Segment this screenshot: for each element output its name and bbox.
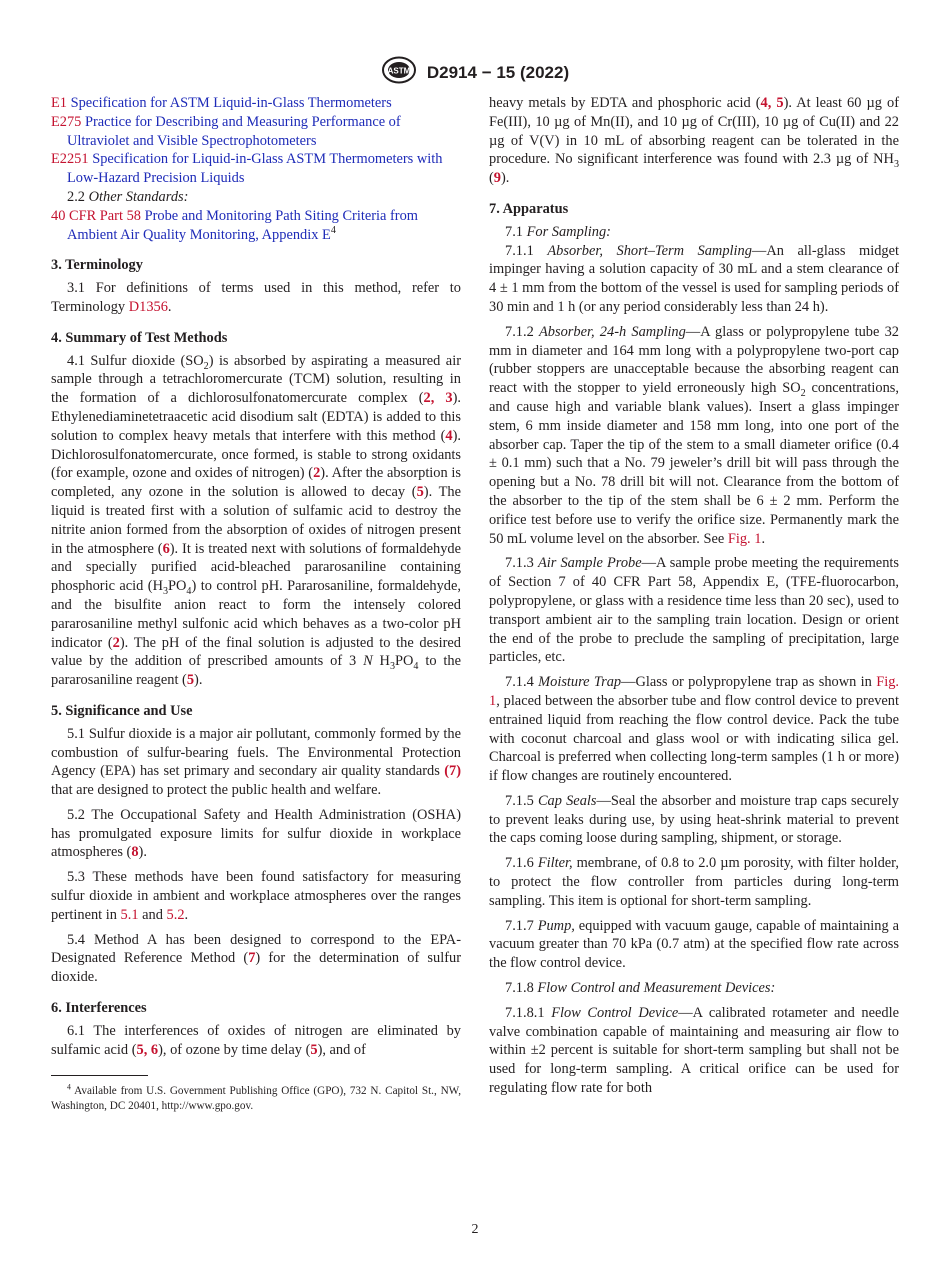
document-designation: D2914 − 15 (2022) xyxy=(426,62,570,82)
reference-e275 xyxy=(51,113,461,151)
paragraph-5-1: 5.1 Sulfur dioxide is a major air pollutant, commonly formed by the combustion of sulfur-bearing fuels. The Environmental Protection Agency (EPA) has set primary and secondary air quality standards (7) that are designed to protect the public health and welfare. xyxy=(51,725,461,799)
citation-ref[interactable]: 2, 3 xyxy=(423,390,453,407)
reference-code[interactable]: E2251 xyxy=(51,151,89,168)
citation-ref[interactable]: 8 xyxy=(131,844,139,861)
reference-e1 xyxy=(51,94,461,113)
citation-ref[interactable]: 2 xyxy=(112,634,120,651)
reference-title[interactable]: Specification for ASTM Liquid-in-Glass Thermometers xyxy=(70,95,392,111)
citation-ref[interactable]: (7) xyxy=(444,763,461,780)
subsection-2-2: 2.2 Other Standards: xyxy=(67,188,189,205)
paragraph-7-1-5: 7.1.5 Cap Seals—Seal the absorber and moisture trap caps securely to prevent leaks during use, by using heat-shrink material to prevent the caps coming loose during sampling, shipment, or storage. xyxy=(489,792,899,847)
right-column xyxy=(489,94,899,1098)
citation-ref[interactable]: 7 xyxy=(248,950,256,967)
link-5-1[interactable]: 5.1 xyxy=(120,906,139,923)
citation-ref[interactable]: 4 xyxy=(445,427,453,444)
reference-code[interactable]: 40 CFR Part 58 xyxy=(51,207,141,224)
section-3-heading: 3. Terminology xyxy=(51,257,143,274)
paragraph-7-1-1: 7.1.1 Absorber, Short–Term Sampling—An all-glass midget impinger having a solution capacity of 30 mL and a stem clearance of 4 ± 1 mm from the bottom of the vessel is used for sampling periods of 30 min and 1 h (or any period considerably less than 24 h). xyxy=(489,242,899,315)
page-header xyxy=(0,56,950,89)
paragraph-4-1: 4.1 Sulfur dioxide $(SO_2)$ is absorbed by aspirating a measured air sample through a tetrachloromercurate (TCM) solution, resulting in the formation of a dichlorosulfonatomercurate complex (2, 3). Ethylenediaminetetraacetic acid disodium salt (EDTA) is added to this solution to complex heavy metals that interfere with this method (4). Dichlorosulfonatomercurate, once formed, is stable to strong oxidants (for example, ozone and oxides of nitrogen) (2). After the absorption is completed, any ozone in the solution is allowed to decay (5). The liquid is treated first with a solution of sulfamic acid to destroy the nitrite anion formed from the absorption of oxides of nitrogen present in the atmosphere (6). It is treated next with solutions of formaldehyde and specially purified acid-bleached pararosaniline containing phosphoric acid $(H_3PO_4)$ to control pH. Pararosaniline, formaldehyde, and the bisulfite anion react to form the intensely colored pararosaniline methyl sulfonic acid which behaves as a two-color pH indicator (2). The pH of the final solution is adjusted to the desired value by the addition of prescribed amounts of 3 N $H_3PO_4$ to the pararosaniline reagent (5). xyxy=(51,352,462,689)
paragraph-7-1-4: 7.1.4 Moisture Trap—Glass or polypropylene trap as shown in Fig. 1, placed between the absorber tube and flow control device to prevent entrained liquid from reaching the flow control device. Pack the tube with coconut charcoal and glass wool or with indicating silica gel. Charcoal is preferred when collecting long-term samples (1 h or more) if flow changes are routinely encountered. xyxy=(489,674,899,785)
citation-ref[interactable]: 5 xyxy=(310,1041,318,1058)
reference-e2251 xyxy=(51,150,461,188)
paragraph-7-1-8: 7.1.8 Flow Control and Measurement Devices: xyxy=(505,980,776,997)
paragraph-3-1: 3.1 For definitions of terms used in this method, refer to Terminology D1356. xyxy=(51,280,461,315)
astm-logo-icon xyxy=(381,56,417,89)
footnote-divider xyxy=(51,1075,148,1076)
citation-ref[interactable]: 5 xyxy=(416,484,424,501)
section-4-heading: 4. Summary of Test Methods xyxy=(51,329,228,346)
paragraph-7-1-8-1: 7.1.8.1 Flow Control Device—A calibrated rotameter and needle valve combination capable of maintaining and measuring air flow to within ±2 percent is suitable for short-term sampling but shall not be used for long-term sampling. A critical orifice can be used for regulating flow rate for both xyxy=(489,1004,899,1097)
paragraph-6-1: 6.1 The interferences of oxides of nitrogen are eliminated by sulfamic acid (5, 6), of ozone by time delay (5), and of xyxy=(51,1022,461,1058)
link-d1356[interactable]: D1356 xyxy=(128,298,168,315)
reference-40cfr xyxy=(51,207,461,245)
citation-ref[interactable]: 2 xyxy=(313,465,321,482)
citation-ref[interactable]: 4, 5 xyxy=(760,95,784,111)
section-6-heading: 6. Interferences xyxy=(51,1000,147,1017)
reference-title[interactable]: Practice for Describing and Measuring Performance of Ultraviolet and Visible Spectrophotometers xyxy=(67,113,401,149)
section-5-heading: 5. Significance and Use xyxy=(51,702,193,719)
citation-ref[interactable]: 6 xyxy=(162,540,170,557)
link-fig-1[interactable]: Fig. 1 xyxy=(489,674,899,709)
paragraph-7-1-6: 7.1.6 Filter, membrane, of 0.8 to 2.0 µm porosity, with filter holder, to protect the flow controller from particles during long-term sampling. This item is optional for short-term sampling. xyxy=(489,855,899,909)
reference-code[interactable]: E1 xyxy=(51,95,67,111)
paragraph-5-2: 5.2 The Occupational Safety and Health Administration (OSHA) has promulgated exposure limits for sulfur dioxide in workplace atmospheres (8). xyxy=(51,806,461,861)
citation-ref[interactable]: 9 xyxy=(493,170,501,187)
reference-title[interactable]: Specification for Liquid-in-Glass ASTM Thermometers with Low-Hazard Precision Liquids xyxy=(67,151,443,187)
citation-ref[interactable]: 5, 6 xyxy=(136,1041,159,1058)
paragraph-5-4: 5.4 Method A has been designed to correspond to the EPA-Designated Reference Method (7) for the determination of sulfur dioxide. xyxy=(51,931,462,986)
reference-code[interactable]: E275 xyxy=(51,113,82,130)
citation-ref[interactable]: 5 xyxy=(186,672,195,689)
subsection-7-1: 7.1 For Sampling: xyxy=(505,223,611,240)
link-fig-1[interactable]: Fig. 1 xyxy=(727,530,762,547)
paragraph-5-3: 5.3 These methods have been found satisfactory for measuring sulfur dioxide in ambient and workplace atmospheres over the ranges pertinent in 5.1 and 5.2. xyxy=(51,869,461,923)
footnote-4: $^4$ Available from U.S. Government Publishing Office (GPO), 732 N. Capitol St., NW, Washington, DC 20401, http://www.gpo.gov. xyxy=(51,1082,461,1113)
reference-title[interactable]: Probe and Monitoring Path Siting Criteria from Ambient Air Quality Monitoring, Appendix E xyxy=(67,207,418,243)
paragraph-6-1-continued: heavy metals by EDTA and phosphoric acid (4, 5). At least 60 µg of Fe(III), 10 µg of Mn(II), and 10 µg of Cr(III), 10 µg of Cu(II) and 22 µg of V(V) in 10 mL of absorbing reagent can be tolerated in the procedure. No significant interference was found with 2.3 µg of $NH_3$ (9). xyxy=(489,95,899,187)
paragraph-7-1-3: 7.1.3 Air Sample Probe—A sample probe meeting the requirements of Section 7 of 40 CFR Part 58, Appendix E, (TFE-fluorocarbon, polypropylene, or glass with a residence time less than 20 sec), used to transport ambient air to the sampling train location. Design or orient the end of the probe to preclude the sampling of precipitation, large particles, etc. xyxy=(489,555,899,666)
logo-text: ASTM xyxy=(387,66,411,76)
section-7-heading: 7. Apparatus xyxy=(489,200,569,217)
paragraph-7-1-7: 7.1.7 Pump, equipped with vacuum gauge, capable of maintaining a vacuum greater than 70 kPa (0.7 atm) at the specified flow rate across the flow control device. xyxy=(489,917,899,972)
footnote-marker: 4 xyxy=(330,224,336,236)
paragraph-7-1-2: 7.1.2 Absorber, 24-h Sampling—A glass or polypropylene tube 32 mm in diameter and 164 mm long with a polypropylene two-port cap (rubber stoppers are unacceptable because the absorbing reagent can react with the stopper to yield erroneously high $SO_2$ concentrations, and cause high and variable blank values). Insert a glass impinger stem, 6 mm inside diameter and 158 mm long, into one port of the absorber cap. Taper the tip of the stem to a small diameter orifice (0.4 ± 0.1 mm) such that a No. 79 jeweler’s drill bit will pass through the opening but a No. 78 drill bit will not. Clearance from the bottom of the absorber to the tip of the stem shall be 6 ± 2 mm. Perform the orifice test before use to verify the orifice size. Permanently mark the 50 mL volume level on the absorber. See Fig. 1. xyxy=(489,323,899,547)
page-number: 2 xyxy=(471,1222,479,1237)
left-column xyxy=(51,94,461,1114)
link-5-2[interactable]: 5.2 xyxy=(166,906,185,923)
